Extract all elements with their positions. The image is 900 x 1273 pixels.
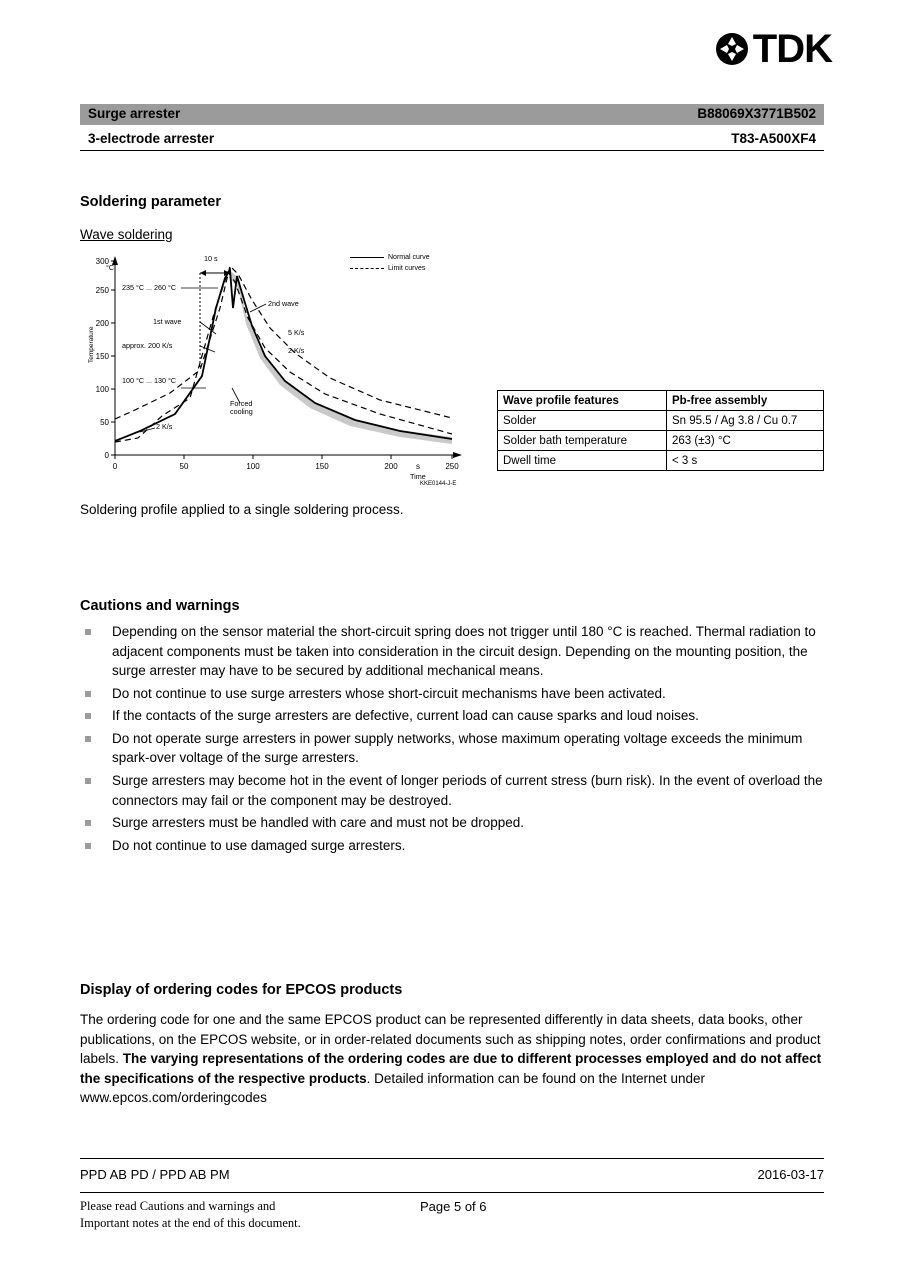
chart-legend bbox=[350, 252, 430, 274]
tdk-logo-icon bbox=[715, 32, 749, 66]
footer-left: PPD AB PD / PPD AB PM bbox=[80, 1167, 230, 1182]
bullet-square-icon bbox=[85, 691, 91, 697]
svg-text:150: 150 bbox=[95, 352, 109, 361]
list-item-text: Surge arresters may become hot in the event of longer periods of current stress (burn risk). In the event of overload the connectors may fail or the component may be destroyed. bbox=[112, 772, 823, 808]
chart-y-axis-label: Temperature bbox=[88, 326, 95, 363]
list-item bbox=[80, 706, 828, 726]
table-cell-label: Dwell time bbox=[498, 451, 667, 471]
table-row bbox=[498, 431, 824, 451]
legend-swatch-solid bbox=[350, 257, 384, 258]
list-item-text: Do not continue to use surge arresters whose short-circuit mechanisms have been activated. bbox=[112, 685, 666, 701]
wave-soldering-subheading: Wave soldering bbox=[80, 227, 173, 242]
footer-divider-bottom bbox=[80, 1192, 824, 1193]
svg-text:200: 200 bbox=[384, 462, 398, 471]
svg-text:250: 250 bbox=[445, 462, 459, 471]
legend-swatch-dashed bbox=[350, 268, 384, 269]
ordering-text-part1: The ordering code for one and the same EPCOS product can be represented differently in data sheets, data books, other publications, on the EPCOS website, or in order-related documents such as shipping notes, order confirmations and product labels. bbox=[80, 1012, 821, 1067]
list-item bbox=[80, 729, 828, 768]
annotation-2ks-lower: 2 K/s bbox=[156, 422, 173, 431]
header-bar-product bbox=[80, 104, 824, 125]
annotation-1st-wave: 1st wave bbox=[153, 317, 182, 326]
svg-text:250: 250 bbox=[95, 286, 109, 295]
list-item-text: If the contacts of the surge arresters are defective, current load can cause sparks and loud noises. bbox=[112, 708, 699, 724]
svg-text:300: 300 bbox=[95, 257, 109, 266]
svg-text:50: 50 bbox=[100, 418, 109, 427]
footer-note-line1: Please read Cautions and warnings and bbox=[80, 1199, 276, 1213]
footer-note-line2: Important notes at the end of this document. bbox=[80, 1215, 301, 1230]
bullet-square-icon bbox=[85, 713, 91, 719]
chart-figure-code: KKE0144-J-E bbox=[420, 481, 457, 487]
page-number: Page 5 of 6 bbox=[420, 1199, 487, 1214]
annotation-5ks: 5 K/s bbox=[288, 328, 305, 337]
legend-label-limit: Limit curves bbox=[388, 265, 426, 272]
table-cell-value: Sn 95.5 / Ag 3.8 / Cu 0.7 bbox=[667, 411, 824, 431]
bullet-square-icon bbox=[85, 843, 91, 849]
bullet-square-icon bbox=[85, 778, 91, 784]
annotation-preheat-temp: 100 °C ... 130 °C bbox=[122, 376, 177, 385]
list-item bbox=[80, 622, 828, 681]
bullet-square-icon bbox=[85, 629, 91, 635]
table-header-feature: Wave profile features bbox=[498, 391, 667, 411]
svg-text:100: 100 bbox=[246, 462, 260, 471]
legend-label-normal: Normal curve bbox=[388, 254, 430, 261]
header-variant-type: 3-electrode arrester bbox=[88, 131, 215, 146]
header-part-number: B88069X3771B502 bbox=[697, 106, 816, 121]
annotation-2nd-wave: 2nd wave bbox=[268, 299, 299, 308]
legend-item-limit bbox=[350, 263, 430, 274]
header-variant-code: T83-A500XF4 bbox=[731, 131, 816, 146]
list-item bbox=[80, 684, 828, 704]
ordering-text-part2: . Detailed information can be found on the Internet under www.epcos.com/orderingcodes bbox=[80, 1070, 706, 1106]
chart-x-axis-label: Time bbox=[410, 472, 426, 481]
chart-y-unit: °C bbox=[106, 263, 115, 272]
table-header-row bbox=[498, 391, 824, 411]
ordering-text-bold: The varying representations of the ordering codes are due to different processes employed and do not affect the specifications of the respective products bbox=[80, 1051, 822, 1086]
list-item bbox=[80, 771, 828, 810]
list-item-text: Depending on the sensor material the short-circuit spring does not trigger until 180 °C is reached. Thermal radiation to adjacent components must be taken into consideration in the circuit design. Depending on the mounting position, the surge arrester may have to be secured by additional mechanical means. bbox=[112, 624, 816, 679]
annotation-peak-temp: 235 °C ... 260 °C bbox=[122, 283, 177, 292]
list-item bbox=[80, 836, 828, 856]
table-cell-label: Solder bbox=[498, 411, 667, 431]
annotation-2ks-upper: 2 K/s bbox=[288, 346, 305, 355]
svg-text:50: 50 bbox=[179, 462, 189, 471]
soldering-heading: Soldering parameter bbox=[80, 194, 222, 210]
table-row bbox=[498, 411, 824, 431]
table-header-assembly: Pb-free assembly bbox=[667, 391, 824, 411]
soldering-caption: Soldering profile applied to a single soldering process. bbox=[80, 502, 404, 517]
wave-soldering-chart bbox=[80, 248, 480, 498]
annotation-10s: 10 s bbox=[204, 254, 218, 263]
wave-profile-table bbox=[497, 390, 824, 471]
table-row bbox=[498, 451, 824, 471]
annotation-forced-cooling: Forced cooling bbox=[230, 399, 253, 416]
bullet-square-icon bbox=[85, 736, 91, 742]
table-cell-label: Solder bath temperature bbox=[498, 431, 667, 451]
header-product-type: Surge arrester bbox=[88, 106, 181, 121]
footer-note bbox=[80, 1198, 380, 1232]
svg-text:0: 0 bbox=[104, 451, 109, 460]
bullet-square-icon bbox=[85, 820, 91, 826]
cautions-list bbox=[80, 622, 828, 858]
list-item-text: Surge arresters must be handled with care and must not be dropped. bbox=[112, 815, 524, 831]
svg-text:s: s bbox=[416, 462, 420, 471]
ordering-heading: Display of ordering codes for EPCOS products bbox=[80, 982, 403, 998]
svg-text:100: 100 bbox=[95, 385, 109, 394]
header-bar-variant bbox=[80, 129, 824, 151]
tdk-logo-text: TDK bbox=[752, 27, 832, 71]
legend-item-normal bbox=[350, 252, 430, 263]
svg-text:200: 200 bbox=[95, 319, 109, 328]
table-cell-value: < 3 s bbox=[667, 451, 824, 471]
table-cell-value: 263 (±3) °C bbox=[667, 431, 824, 451]
svg-text:150: 150 bbox=[315, 462, 329, 471]
list-item-text: Do not operate surge arresters in power supply networks, whose maximum operating voltage exceeds the minimum spark-over voltage of the surge arresters. bbox=[112, 730, 803, 766]
footer-divider-top bbox=[80, 1158, 824, 1159]
tdk-logo bbox=[715, 27, 832, 71]
cautions-heading: Cautions and warnings bbox=[80, 598, 240, 614]
list-item-text: Do not continue to use damaged surge arresters. bbox=[112, 837, 406, 853]
ordering-paragraph bbox=[80, 1010, 832, 1108]
footer-date: 2016-03-17 bbox=[757, 1167, 824, 1182]
svg-text:0: 0 bbox=[112, 462, 118, 471]
list-item bbox=[80, 813, 828, 833]
annotation-200ks: approx. 200 K/s bbox=[122, 341, 173, 350]
